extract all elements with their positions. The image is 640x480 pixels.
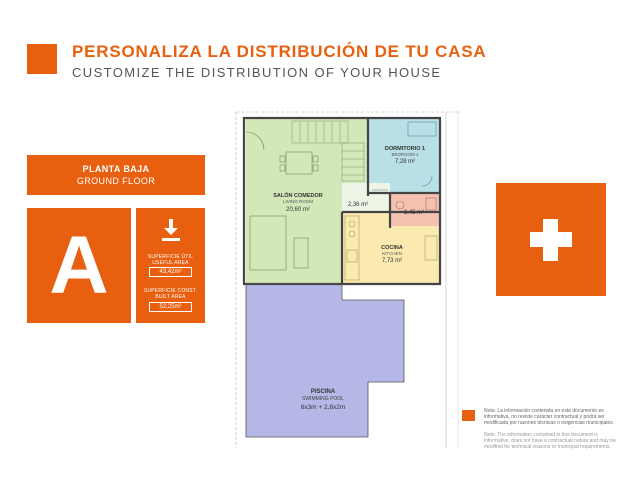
floor-selector[interactable] xyxy=(27,155,205,195)
living-room-label: SALÓN COMEDOR xyxy=(273,193,323,199)
hall-area-value: 2,36 m² xyxy=(347,202,369,208)
pool-label: PISCINA xyxy=(310,389,336,395)
useful-area-value: 43,42m² xyxy=(149,267,192,277)
page-subtitle: CUSTOMIZE THE DISTRIBUTION OF YOUR HOUSE xyxy=(72,65,442,80)
useful-area-label-es: SUPERFICIE ÚTIL xyxy=(147,254,194,260)
plus-icon-bar xyxy=(530,232,572,247)
house-type-badge xyxy=(27,208,131,323)
note-marker xyxy=(462,410,475,421)
house-type-letter: A xyxy=(49,220,109,311)
kitchen-area-value: 7,73 m² xyxy=(381,258,403,264)
areas-panel xyxy=(136,208,205,323)
floor-name-en: GROUND FLOOR xyxy=(76,176,156,186)
brand-square xyxy=(27,44,57,74)
kitchen-label: COCINA xyxy=(381,245,403,251)
floor-name-es: PLANTA BAJA xyxy=(82,164,150,174)
bedroom-area-value: 7,28 m² xyxy=(394,159,416,165)
download-icon[interactable] xyxy=(161,219,181,243)
pool-label-en: SWIMMING POOL xyxy=(302,396,344,402)
pool-size-value: 6x3m + 2,8x2m xyxy=(300,404,346,411)
floor-plan xyxy=(215,108,463,448)
swimming-pool xyxy=(246,284,404,437)
bedroom-label: DORMITORIO 1 xyxy=(384,146,426,152)
living-room-label-en: LIVING ROOM xyxy=(282,199,314,204)
kitchen-label-en: KITCHEN xyxy=(382,251,402,256)
disclaimer-note-en: Note: The information contained in this document is informative, does not have a contractual nature and may be modified for technical reasons or municipal requirements. xyxy=(484,432,616,450)
expand-button[interactable] xyxy=(496,183,606,296)
useful-area-label-en: USEFUL AREA xyxy=(152,260,189,266)
bedroom-label-en: BEDROOM 1 xyxy=(391,152,419,157)
living-room-area-value: 20,60 m² xyxy=(286,207,310,213)
built-area-value: 52,25m² xyxy=(149,302,192,312)
disclaimer-note: Nota: La información contenida en este documento es informativa, no reviste carácter contractual y podrá ser modificada por razones técnicas o exigencias municipales. xyxy=(484,408,615,426)
page-title: PERSONALIZA LA DISTRIBUCIÓN DE TU CASA xyxy=(72,42,487,61)
built-area-label-en: BUILT AREA xyxy=(155,294,186,300)
built-area-label-es: SUPERFICIE CONST. xyxy=(143,288,198,294)
bathroom-area-value: 2,45 m² xyxy=(403,210,425,216)
